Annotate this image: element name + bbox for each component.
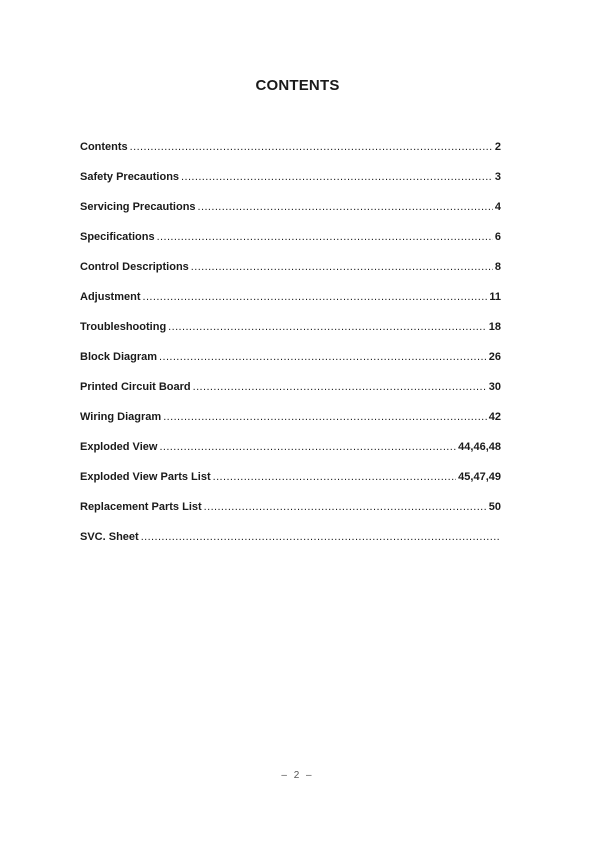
toc-entry-wiring-diagram[interactable]: [80, 411, 501, 441]
toc-entry-label: Wiring Diagram: [80, 411, 162, 423]
toc-dot-leader: [198, 201, 493, 213]
toc-entry-page: 26: [488, 351, 501, 363]
toc-entry-label: Troubleshooting: [80, 321, 167, 333]
toc-entry-label: Contents: [80, 141, 128, 153]
toc-dot-leader: [191, 261, 493, 273]
toc-dot-leader: [157, 231, 493, 243]
toc-entry-page: 50: [488, 501, 501, 513]
toc-dot-leader: [130, 141, 493, 153]
toc-entry-label: Control Descriptions: [80, 261, 189, 273]
toc-dot-leader: [159, 441, 456, 453]
toc-dot-leader: [193, 381, 487, 393]
toc-entry-label: Servicing Precautions: [80, 201, 196, 213]
toc-entry-label: Printed Circuit Board: [80, 381, 191, 393]
toc-entry-label: Adjustment: [80, 291, 141, 303]
toc-entry-adjustment[interactable]: [80, 291, 501, 321]
toc-entry-svc-sheet[interactable]: [80, 531, 501, 561]
toc-entry-label: Replacement Parts List: [80, 501, 202, 513]
toc-entry-replacement-parts-list[interactable]: [80, 501, 501, 531]
toc-entry-contents[interactable]: [80, 141, 501, 171]
table-of-contents: [80, 141, 501, 561]
toc-dot-leader: [213, 471, 457, 483]
toc-entry-page: 18: [488, 321, 501, 333]
toc-dot-leader: [163, 411, 487, 423]
toc-entry-page: 44,46,48: [458, 441, 501, 453]
toc-entry-exploded-view[interactable]: [80, 441, 501, 471]
toc-entry-page: 3: [494, 171, 501, 183]
toc-dot-leader: [159, 351, 487, 363]
toc-entry-page: 4: [494, 201, 501, 213]
toc-entry-page: 8: [494, 261, 501, 273]
toc-entry-servicing-precautions[interactable]: [80, 201, 501, 231]
toc-entry-label: SVC. Sheet: [80, 531, 139, 543]
toc-entry-exploded-view-parts-list[interactable]: [80, 471, 501, 501]
toc-entry-block-diagram[interactable]: [80, 351, 501, 381]
toc-entry-page: 11: [489, 291, 501, 303]
toc-dot-leader: [141, 531, 499, 543]
toc-entry-label: Block Diagram: [80, 351, 158, 363]
page-number: – 2 –: [281, 770, 314, 781]
toc-entry-label: Exploded View Parts List: [80, 471, 211, 483]
toc-entry-troubleshooting[interactable]: [80, 321, 501, 351]
toc-entry-label: Safety Precautions: [80, 171, 180, 183]
toc-entry-specifications[interactable]: [80, 231, 501, 261]
toc-entry-page: 30: [488, 381, 501, 393]
toc-entry-label: Specifications: [80, 231, 155, 243]
toc-dot-leader: [181, 171, 493, 183]
toc-dot-leader: [168, 321, 487, 333]
toc-entry-printed-circuit-board[interactable]: [80, 381, 501, 411]
toc-entry-control-descriptions[interactable]: [80, 261, 501, 291]
toc-entry-page: 45,47,49: [458, 471, 501, 483]
toc-entry-label: Exploded View: [80, 441, 158, 453]
toc-entry-safety-precautions[interactable]: [80, 171, 501, 201]
toc-entry-page: 2: [494, 141, 501, 153]
toc-entry-page: 6: [494, 231, 501, 243]
page-title: CONTENTS: [255, 77, 340, 94]
toc-entry-page: 42: [488, 411, 501, 423]
toc-dot-leader: [204, 501, 487, 513]
toc-dot-leader: [143, 291, 488, 303]
